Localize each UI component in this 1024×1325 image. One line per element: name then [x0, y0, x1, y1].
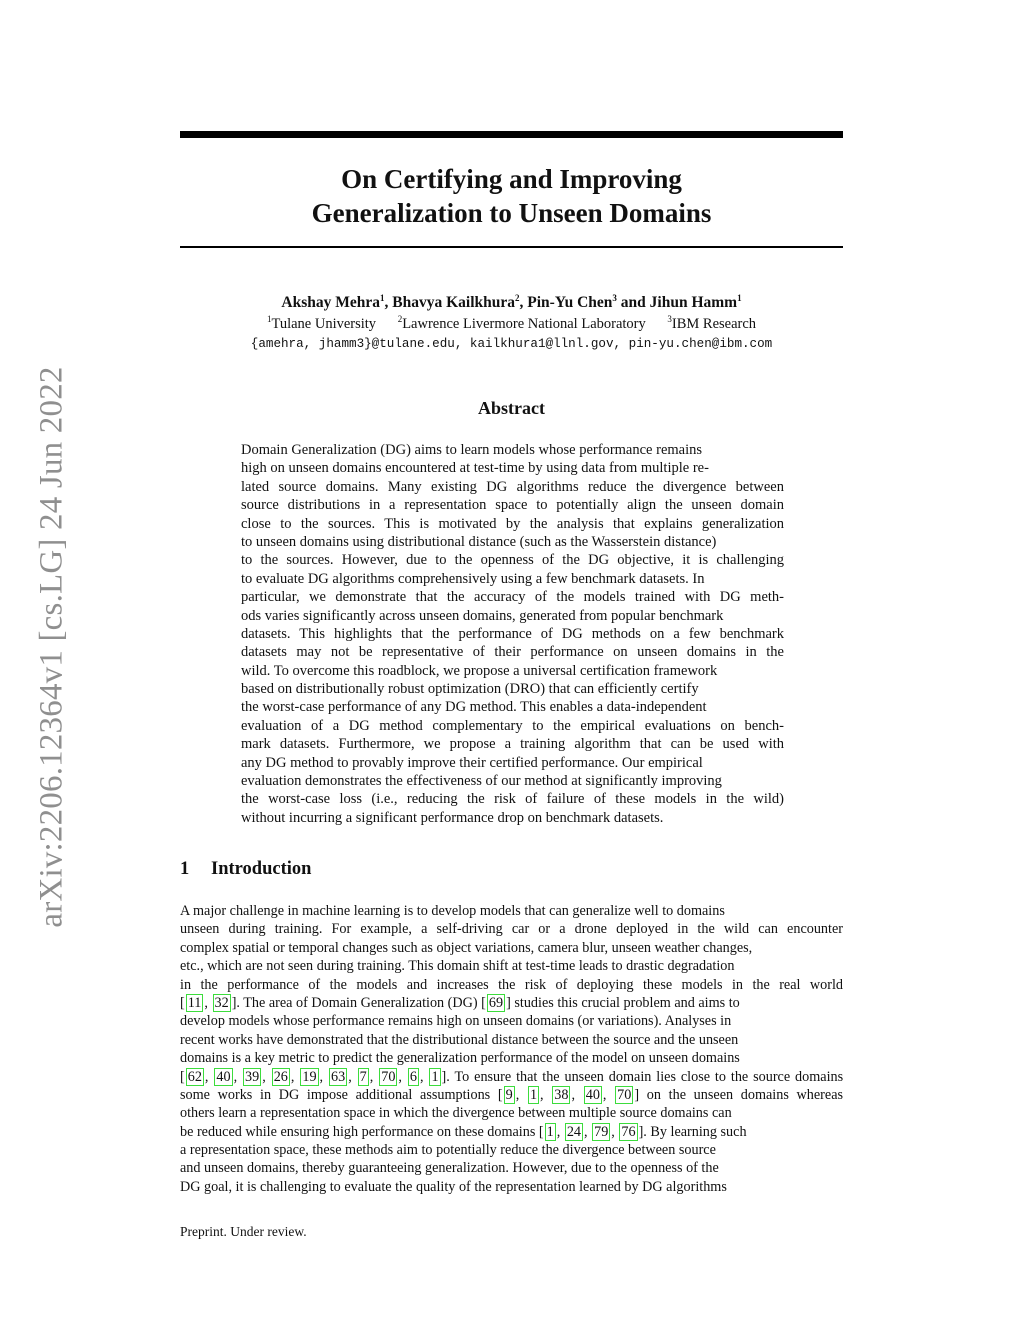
- page-footer-note: Preprint. Under review.: [180, 1224, 307, 1239]
- intro-text: ,: [204, 1068, 214, 1085]
- intro-text: ,: [584, 1123, 592, 1140]
- author-list: [180, 293, 843, 313]
- abstract-line: to evaluate DG algorithms comprehensively using a few benchmark datasets. In: [241, 570, 705, 587]
- abstract-line: without incurring a significant performance drop on benchmark datasets.: [241, 809, 664, 826]
- intro-text: be reduced while ensuring high performance on these domains [: [180, 1123, 544, 1140]
- affiliation-mark: 1: [266, 314, 272, 324]
- citation-link[interactable]: 79: [594, 1123, 609, 1140]
- intro-text: and unseen domains, thereby guaranteeing generalization. However, due to the openness of the: [180, 1160, 719, 1177]
- abstract-line: based on distributionally robust optimization (DRO) that can efficiently certify: [241, 681, 699, 698]
- affiliation-name: IBM Research: [671, 316, 757, 332]
- abstract-line: high on unseen domains encountered at test-time by using data from multiple re-: [241, 460, 709, 477]
- intro-text: ,: [540, 1086, 552, 1103]
- affiliation: [398, 316, 646, 332]
- affiliation: [267, 316, 376, 332]
- intro-line: [180, 939, 843, 957]
- citation-link[interactable]: 6: [409, 1068, 417, 1085]
- section-heading-introduction: [180, 859, 311, 880]
- citation-link[interactable]: 70: [617, 1086, 632, 1103]
- title-line-1: On Certifying and Improving: [341, 164, 682, 194]
- intro-text: ,: [556, 1123, 564, 1140]
- affiliation: [667, 316, 756, 332]
- citation-link[interactable]: 39: [245, 1068, 260, 1085]
- intro-line: [180, 994, 843, 1012]
- intro-text: ,: [369, 1068, 379, 1085]
- intro-line: [180, 1178, 843, 1196]
- affiliation-mark: 2: [397, 314, 403, 324]
- title-line-2: Generalization to Unseen Domains: [311, 198, 712, 228]
- author-affiliation-mark: 1: [737, 293, 742, 303]
- citation-link[interactable]: 19: [302, 1068, 317, 1085]
- abstract-line: wild. To overcome this roadblock, we propose a universal certification framework: [241, 662, 718, 679]
- author-name: Bhavya Kailkhura: [392, 294, 516, 311]
- citation-link[interactable]: 63: [331, 1068, 346, 1085]
- author-affiliation-mark: 3: [612, 293, 617, 303]
- title-bottom-rule: [180, 246, 843, 248]
- intro-line: [180, 957, 843, 975]
- intro-text: ,: [262, 1068, 271, 1085]
- intro-text: a representation space, these methods aim to potentially reduce the divergence between source: [180, 1142, 716, 1159]
- abstract-line: mark datasets. Furthermore, we propose a training algorithm that can be used with: [241, 736, 784, 753]
- author-separator: ,: [519, 294, 528, 311]
- citation-link[interactable]: 62: [187, 1068, 202, 1085]
- intro-line: [180, 902, 843, 920]
- intro-text: ] studies this crucial problem and aims to: [506, 994, 740, 1011]
- intro-text: ]. To ensure that the unseen domain lies close to the source domains: [441, 1068, 843, 1085]
- intro-text: ,: [571, 1086, 583, 1103]
- abstract-line: the worst-case loss (i.e., reducing the risk of failure of these models in the wild): [241, 791, 784, 808]
- intro-line: [180, 1141, 843, 1159]
- intro-text: ] on the unseen domains whereas: [634, 1086, 843, 1103]
- intro-text: unseen during training. For example, a self-driving car or a drone deployed in the wild can encounter: [180, 921, 843, 938]
- affiliation-mark: 3: [667, 314, 672, 324]
- citation-link[interactable]: 24: [566, 1123, 582, 1140]
- abstract-line: evaluation of a DG method complementary to the empirical evaluations on bench-: [241, 717, 784, 734]
- author-separator: ,: [384, 294, 393, 311]
- intro-text: ,: [204, 994, 212, 1011]
- intro-line: [180, 1159, 843, 1177]
- intro-text: ,: [602, 1086, 615, 1103]
- intro-text: ,: [233, 1068, 243, 1085]
- citation-link[interactable]: 11: [187, 994, 202, 1011]
- intro-text: [: [180, 994, 185, 1011]
- intro-text: ,: [319, 1068, 329, 1085]
- intro-line: [180, 1068, 843, 1086]
- citation-link[interactable]: 40: [216, 1068, 231, 1085]
- abstract-line: close to the sources. This is motivated by the analysis that explains generalization: [241, 515, 784, 532]
- citation-link[interactable]: 70: [381, 1068, 396, 1085]
- abstract-line: to the sources. However, due to the openness of the DG objective, it is challenging: [241, 552, 784, 569]
- intro-line: [180, 1104, 843, 1122]
- abstract-line: ods varies significantly across unseen domains, generated from popular benchmark: [241, 607, 724, 624]
- citation-link[interactable]: 1: [529, 1086, 538, 1103]
- abstract-heading: Abstract: [478, 398, 545, 418]
- title-top-rule: [180, 131, 843, 138]
- author-name: Pin-Yu Chen: [527, 294, 613, 311]
- intro-text: ,: [515, 1086, 527, 1103]
- intro-line: [180, 1123, 843, 1141]
- intro-text: develop models whose performance remains high on unseen domains (or variations). Analyses in: [180, 1013, 732, 1030]
- affiliation-name: Tulane University: [271, 316, 377, 332]
- intro-text: some works in DG impose additional assumptions [: [180, 1086, 503, 1103]
- intro-line: [180, 1012, 843, 1030]
- affiliation-name: Lawrence Livermore National Laboratory: [402, 316, 646, 332]
- intro-text: ,: [348, 1068, 357, 1085]
- intro-line: [180, 920, 843, 938]
- citation-link[interactable]: 32: [214, 994, 229, 1011]
- author-affiliation-mark: 1: [380, 293, 385, 303]
- intro-text: ,: [419, 1068, 429, 1085]
- section-title: Introduction: [211, 859, 312, 879]
- intro-text: ]. The area of Domain Generalization (DG) [: [231, 994, 486, 1011]
- abstract-line: evaluation demonstrates the effectiveness of our method at significantly improving: [241, 773, 722, 790]
- abstract-line: any DG method to provably improve their certified performance. Our empirical: [241, 754, 703, 771]
- citation-link[interactable]: 1: [546, 1123, 554, 1140]
- affiliation-list: [180, 315, 843, 333]
- citation-link[interactable]: 26: [273, 1068, 288, 1085]
- intro-text: in the performance of the models and increases the risk of deploying these models in the real world: [180, 976, 843, 993]
- intro-line: [180, 1031, 843, 1049]
- paper-title: [180, 162, 843, 230]
- citation-link[interactable]: 69: [488, 994, 504, 1011]
- intro-text: [: [180, 1068, 185, 1085]
- author-emails: {amehra, jhamm3}@tulane.edu, kailkhura1@llnl.gov, pin-yu.chen@ibm.com: [250, 337, 773, 351]
- abstract-line: particular, we demonstrate that the accuracy of the models trained with DG meth-: [241, 589, 784, 606]
- intro-text: ,: [290, 1068, 300, 1085]
- abstract-line: lated source domains. Many existing DG algorithms reduce the divergence between: [241, 478, 784, 495]
- intro-text: ,: [398, 1068, 407, 1085]
- intro-text: A major challenge in machine learning is to develop models that can generalize well to domains: [180, 903, 725, 919]
- intro-line: [180, 976, 843, 994]
- abstract-line: datasets. This highlights that the performance of DG methods on a few benchmark: [241, 625, 784, 642]
- abstract-line: source distributions in a representation space to potentially align the unseen domain: [241, 497, 784, 514]
- intro-text: DG goal, it is challenging to evaluate the quality of the representation learned by DG algorithms: [180, 1178, 727, 1195]
- intro-text: recent works have demonstrated that the distributional distance between the source and the unseen: [180, 1031, 739, 1048]
- intro-text: others learn a representation space in which the divergence between multiple source domains can: [180, 1105, 732, 1122]
- citation-link[interactable]: 9: [505, 1086, 513, 1103]
- author-separator: and: [616, 294, 650, 311]
- abstract-body: [241, 441, 784, 827]
- author-name: Akshay Mehra: [281, 294, 381, 311]
- intro-text: domains is a key metric to predict the generalization performance of the model on unseen domains: [180, 1050, 740, 1067]
- intro-line: [180, 1049, 843, 1067]
- intro-text: complex spatial or temporal changes such as object variations, camera blur, unseen weather changes,: [180, 939, 753, 956]
- citation-link[interactable]: 40: [585, 1086, 600, 1103]
- abstract-line: datasets may not be representative of their performance on unseen domains in the: [241, 644, 784, 661]
- citation-link[interactable]: 1: [431, 1068, 439, 1085]
- intro-text: ,: [611, 1123, 619, 1140]
- abstract-line: Domain Generalization (DG) aims to learn models whose performance remains: [241, 442, 703, 458]
- intro-text: ]. By learning such: [638, 1123, 747, 1140]
- abstract-line: to unseen domains using distributional distance (such as the Wasserstein distance): [241, 533, 717, 550]
- author-affiliation-mark: 2: [515, 293, 520, 303]
- arxiv-identifier-stamp: arXiv:2206.12364v1 [cs.LG] 24 Jun 2022: [33, 366, 70, 928]
- citation-link[interactable]: 76: [621, 1123, 636, 1140]
- citation-link[interactable]: 38: [554, 1086, 569, 1103]
- citation-link[interactable]: 7: [359, 1068, 367, 1085]
- section-number: 1: [180, 859, 190, 879]
- introduction-body: [180, 902, 843, 1196]
- intro-line: [180, 1086, 843, 1104]
- abstract-line: the worst-case performance of any DG method. This enables a data-independent: [241, 699, 707, 716]
- intro-text: etc., which are not seen during training. This domain shift at test-time leads to drastic degradation: [180, 958, 735, 975]
- author-name: Jihun Hamm: [649, 294, 738, 311]
